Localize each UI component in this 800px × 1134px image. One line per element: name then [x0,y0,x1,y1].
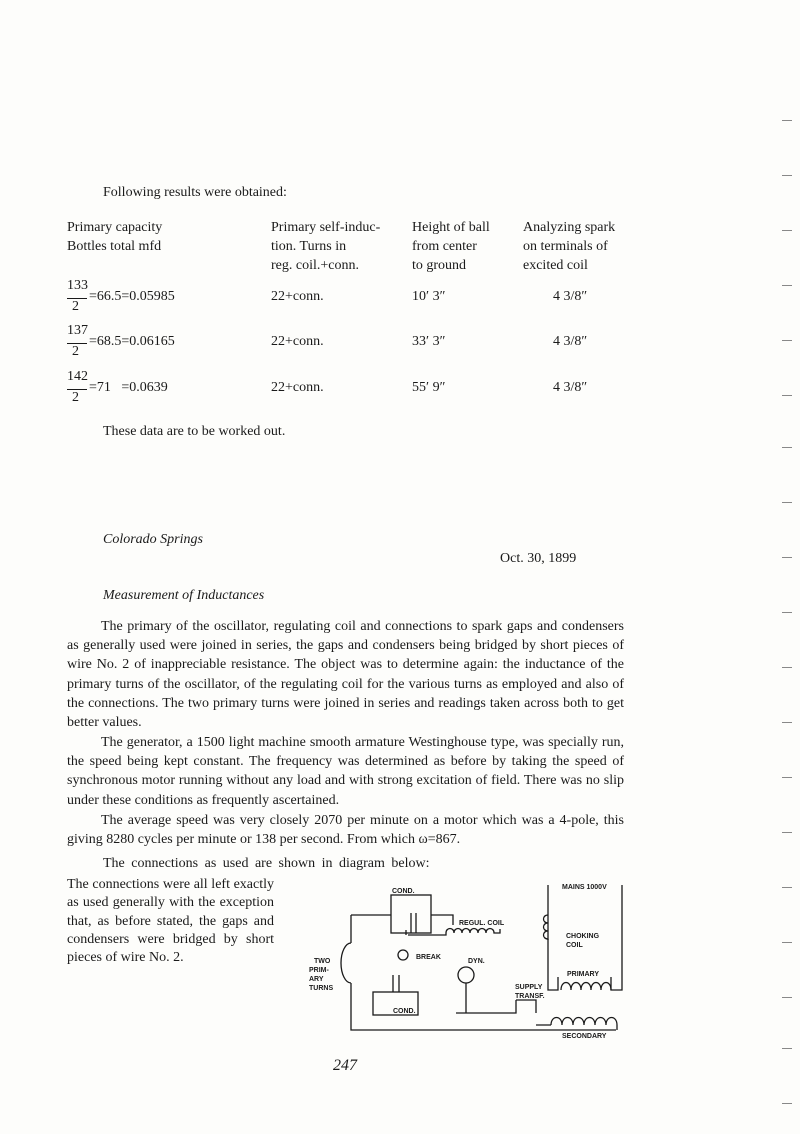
fraction-denominator: 2 [72,299,79,314]
label-transf: TRANSF. [515,993,545,1000]
header-line: Analyzing spark [523,220,616,235]
margin-mark [782,502,792,503]
header-line: Primary capacity [67,220,163,235]
margin-mark [782,1103,792,1104]
margin-mark [782,230,792,231]
regul-coil-shape [446,929,500,934]
label-mains: MAINS 1000V [562,884,607,891]
capacity-value: =66.5=0.05985 [89,289,175,304]
connections-line: The connections as used are shown in diagram below: [103,856,430,871]
fraction-numerator: 133 [67,278,88,293]
margin-mark [782,997,792,998]
margin-mark [782,612,792,613]
height-cell: 33′ 3″ [412,334,446,349]
margin-mark [782,447,792,448]
intro-text: Following results were obtained: [103,185,287,200]
label-primary: PRIMARY [567,971,600,978]
margin-mark [782,832,792,833]
turns-cell: 22+conn. [271,334,324,349]
header-line: Height of ball [412,220,490,235]
choking-coil-shape [544,915,549,939]
margin-mark [782,722,792,723]
header-line: from center [412,239,477,254]
label-two: TWO [314,958,331,965]
note-text: These data are to be worked out. [103,424,286,439]
header-line: excited coil [523,258,588,273]
label-secondary: SECONDARY [562,1033,607,1040]
header-line: to ground [412,258,467,273]
height-cell: 55′ 9″ [412,380,446,395]
turns-cell: 22+conn. [271,380,324,395]
header-analyzing-spark [523,218,615,275]
margin-mark [782,285,792,286]
label-regul-coil: REGUL. COIL [459,920,505,927]
header-line: reg. coil.+conn. [271,258,359,273]
fraction-numerator: 137 [67,323,88,338]
label-choking: CHOKING [566,933,600,940]
primary-turns-shape [341,943,351,983]
circuit-diagram [296,875,636,1047]
label-break: BREAK [416,954,441,961]
header-self-induction [271,218,380,275]
margin-mark [782,667,792,668]
dynamo-shape [458,967,474,983]
transformer-primary-shape [561,983,611,991]
section-heading: Measurement of Inductances [103,588,265,603]
height-cell: 10′ 3″ [412,289,446,304]
capacity-value: =71 =0.0639 [89,380,168,395]
margin-mark [782,1048,792,1049]
label-cond-top: COND. [392,888,415,895]
fraction-denominator: 2 [72,344,79,359]
spark-cell: 4 3/8″ [553,334,588,349]
label-supply: SUPPLY [515,984,543,991]
margin-mark [782,120,792,121]
date-text: Oct. 30, 1899 [500,551,577,566]
margin-mark [782,175,792,176]
margin-mark [782,887,792,888]
label-cond-bottom: COND. [393,1008,416,1015]
margin-mark [782,340,792,341]
paragraph: The primary of the oscillator, regulating coil and connections to spark gaps and condensers as generally used were joined in series, the gaps and condensers being bridged by short pieces of wire No. 2 of inappreciable resistance. The object was to determine again: the inductance of the primary turns of the oscillator, of the regulating coil for the various turns as employed and also of the connections. The two primary turns were joined in series and readings taken across both to get better values. [67,619,624,731]
label-coil: COIL [566,942,583,949]
spark-cell: 4 3/8″ [553,380,588,395]
margin-mark [782,557,792,558]
paragraph: The generator, a 1500 light machine smooth armature Westinghouse type, was specially run, the speed being kept constant. The frequency was determined as before by taking the speed of synchronous motor running without any load and with strong excitation of field. There was no slip under these conditions as frequently ascertained. [67,735,624,808]
label-ary: ARY [309,976,324,983]
break-shape [398,950,408,960]
header-line: on terminals of [523,239,608,254]
paragraph: The average speed was very closely 2070 per minute on a motor which was a 4-pole, this giving 8280 cycles per minute or 138 per second. From which ω=867. [67,813,624,848]
place-text: Colorado Springs [103,532,203,547]
margin-mark [782,395,792,396]
fraction-denominator: 2 [72,390,79,405]
capacity-value: =68.5=0.06165 [89,334,175,349]
header-line: Primary self-induc- [271,220,381,235]
margin-mark [782,942,792,943]
turns-cell: 22+conn. [271,289,324,304]
margin-mark [782,777,792,778]
label-dyn: DYN. [468,958,485,965]
transformer-secondary-shape [551,1018,617,1031]
spark-cell: 4 3/8″ [553,289,588,304]
header-primary-capacity [67,218,162,256]
page-number: 247 [333,1057,357,1074]
label-prim: PRIM- [309,967,329,974]
header-line: Bottles total mfd [67,239,162,254]
label-turns: TURNS [309,985,334,992]
side-note: The connections were all left exactly as used generally with the exception that, as before stated, the gaps and condensers were bridged by short pieces of wire No. 2. [67,877,274,966]
header-line: tion. Turns in [271,239,347,254]
header-ball-height [412,218,490,275]
fraction-numerator: 142 [67,369,88,384]
